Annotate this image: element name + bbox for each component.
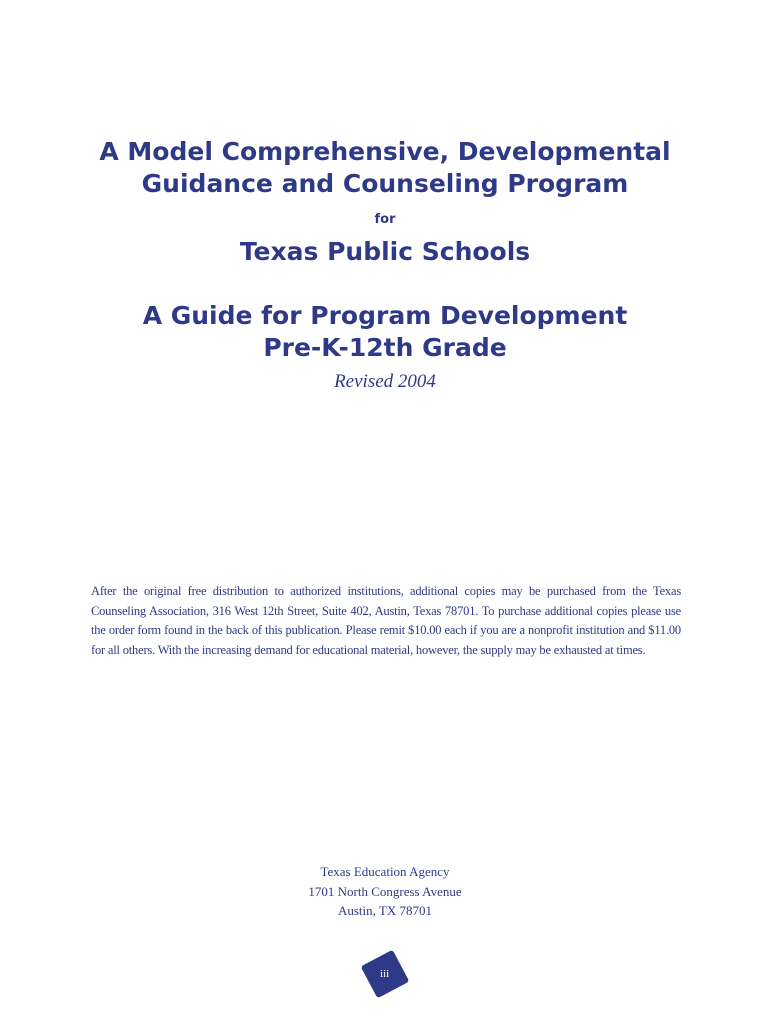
main-title-line-2: Guidance and Counseling Program xyxy=(141,169,629,198)
page-number-badge xyxy=(361,950,410,999)
address-line-1: Texas Education Agency xyxy=(320,864,450,879)
main-title xyxy=(0,136,770,200)
address-line-3: Austin, TX 78701 xyxy=(337,903,432,918)
page-number: iii xyxy=(380,968,390,981)
subject-title: Texas Public Schools xyxy=(239,237,531,266)
revised-date: Revised 2004 xyxy=(334,371,436,392)
address-line-2: 1701 North Congress Avenue xyxy=(308,883,462,899)
main-title-line-1: A Model Comprehensive, Developmental xyxy=(99,137,671,166)
guide-title-line-1: A Guide for Program Development xyxy=(142,301,628,330)
for-word: for xyxy=(374,212,396,227)
guide-title xyxy=(0,300,770,364)
guide-title-line-2: Pre-K-12th Grade xyxy=(263,333,507,362)
agency-address xyxy=(0,862,770,921)
distribution-notice: After the original free distribution to authorized institutions, additional copies may be purchased from the Texas Counseling Association, 316 West 12th Street, Suite 402, Austin, Texas 78701. To purchase additional copies please use the order form found in the back of this publication. Please remit $10.00 each if you are a nonprofit institution and $11.00 for all others. With the increasing demand for educational material, however, the supply may be exhausted at times. xyxy=(91,584,681,657)
title-block xyxy=(0,136,770,394)
